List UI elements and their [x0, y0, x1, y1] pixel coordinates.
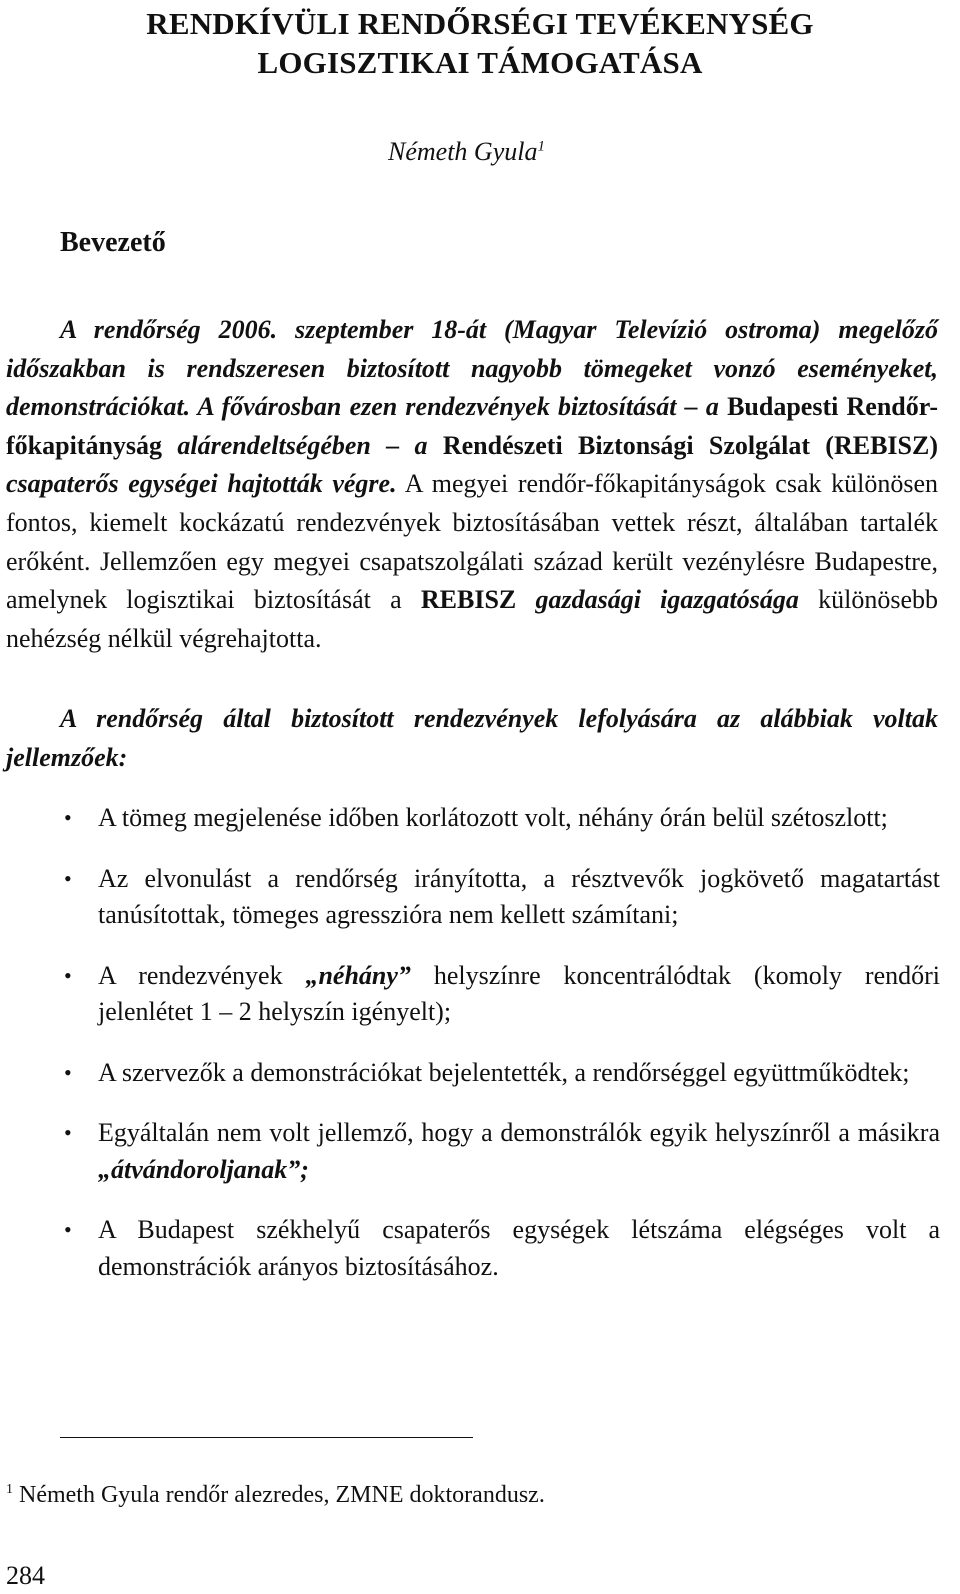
footnote-divider [60, 1437, 473, 1438]
characteristics-list [0, 800, 940, 1309]
intro-sentence-2e: csapaterős egységei hajtották végre. [6, 469, 397, 499]
lead-sentence: A rendőrség által biztosított rendezvények lefolyására az alábbiak voltak jellemzőek: [6, 704, 938, 772]
list-item [0, 1212, 940, 1285]
footnote-marker: 1 [6, 1482, 13, 1497]
intro-sentence-2b: Budapesti Rendőr-főkapitányság [6, 392, 939, 460]
intro-paragraph [6, 311, 938, 658]
document-title [0, 4, 960, 82]
bullet-icon: • [64, 962, 72, 988]
list-item [0, 1055, 940, 1092]
list-item-emphasis: „átvándoroljanak”; [98, 1154, 309, 1184]
author-line [388, 136, 545, 168]
intro-sentence-2c: alárendeltségében – a [162, 430, 443, 460]
intro-sentence-2a: A fővárosban ezen rendezvények biztosítását – a [190, 392, 728, 422]
list-item-text: A Budapest székhelyű csapaterős egységek létszáma elégséges volt a demonstrációk arányos biztosításához. [98, 1215, 940, 1281]
section-heading: Bevezető [60, 227, 166, 258]
list-item-text-pre: Egyáltalán nem volt jellemző, hogy a demonstrálók egyik helyszínről a másikra [98, 1118, 940, 1147]
list-item-text: A szervezők a demonstrációkat bejelentették, a rendőrséggel együttműködtek; [98, 1057, 910, 1087]
intro-sentence-1: A rendőrség 2006. szeptember 18-át (Magyar Televízió ostroma) megelőző időszakban is rendszeresen biztosított nagyobb tömegeket vonzó eseményeket, demonstrációkat. [6, 315, 938, 422]
list-item [0, 1115, 940, 1188]
footnote-text: Németh Gyula rendőr alezredes, ZMNE doktorandusz. [13, 1482, 545, 1508]
intro-gazdasagi: gazdasági igazgatósága [516, 585, 799, 615]
bullet-icon: • [64, 1059, 72, 1085]
bullet-icon: • [64, 805, 72, 830]
title-line-2: LOGISZTIKAI TÁMOGATÁSA [257, 45, 703, 80]
list-item-text: Az elvonulást a rendőrség irányította, a résztvevők jogkövető magatartást tanúsítottak, tömeges agresszióra nem kellett számítani; [98, 863, 940, 929]
footnote [6, 1480, 545, 1510]
intro-sentence-2d: Rendészeti Biztonsági Szolgálat (REBISZ) [442, 430, 938, 460]
list-item [0, 861, 940, 934]
list-item [0, 800, 940, 837]
bullet-icon: • [64, 865, 72, 891]
list-item-text-post: helyszínre koncentrálódtak (komoly rendőri jelenlétet 1 – 2 helyszín igényelt); [98, 960, 940, 1026]
intro-rebisz: REBISZ [420, 585, 517, 615]
list-item-text: A tömeg megjelenése időben korlátozott volt, néhány órán belül szétoszlott; [98, 803, 888, 832]
title-line-1: RENDKÍVÜLI RENDŐRSÉGI TEVÉKENYSÉG [146, 6, 814, 41]
author-footnote-ref[interactable]: 1 [537, 138, 545, 155]
intro-sentence-5: különösebb nehézség nélkül végrehajtotta. [6, 585, 938, 653]
author-name: Németh Gyula [388, 137, 538, 166]
bullet-icon: • [64, 1217, 72, 1242]
intro-sentence-3: A megyei rendőr-főkapitányságok csak különösen fontos, kiemelt kockázatú rendezvények biztosításában vettek részt, általában tartalék erőként. Jellemzően egy megyei csapatszolgálati század került vezénylésre Budapestre, amelynek logisztikai biztosítását a [6, 469, 938, 615]
list-item-text-pre: A rendezvények [98, 960, 306, 990]
page-number: 284 [6, 1561, 45, 1590]
list-item [0, 958, 940, 1031]
list-item-emphasis: „néhány” [305, 960, 411, 990]
bullet-icon: • [64, 1120, 72, 1145]
